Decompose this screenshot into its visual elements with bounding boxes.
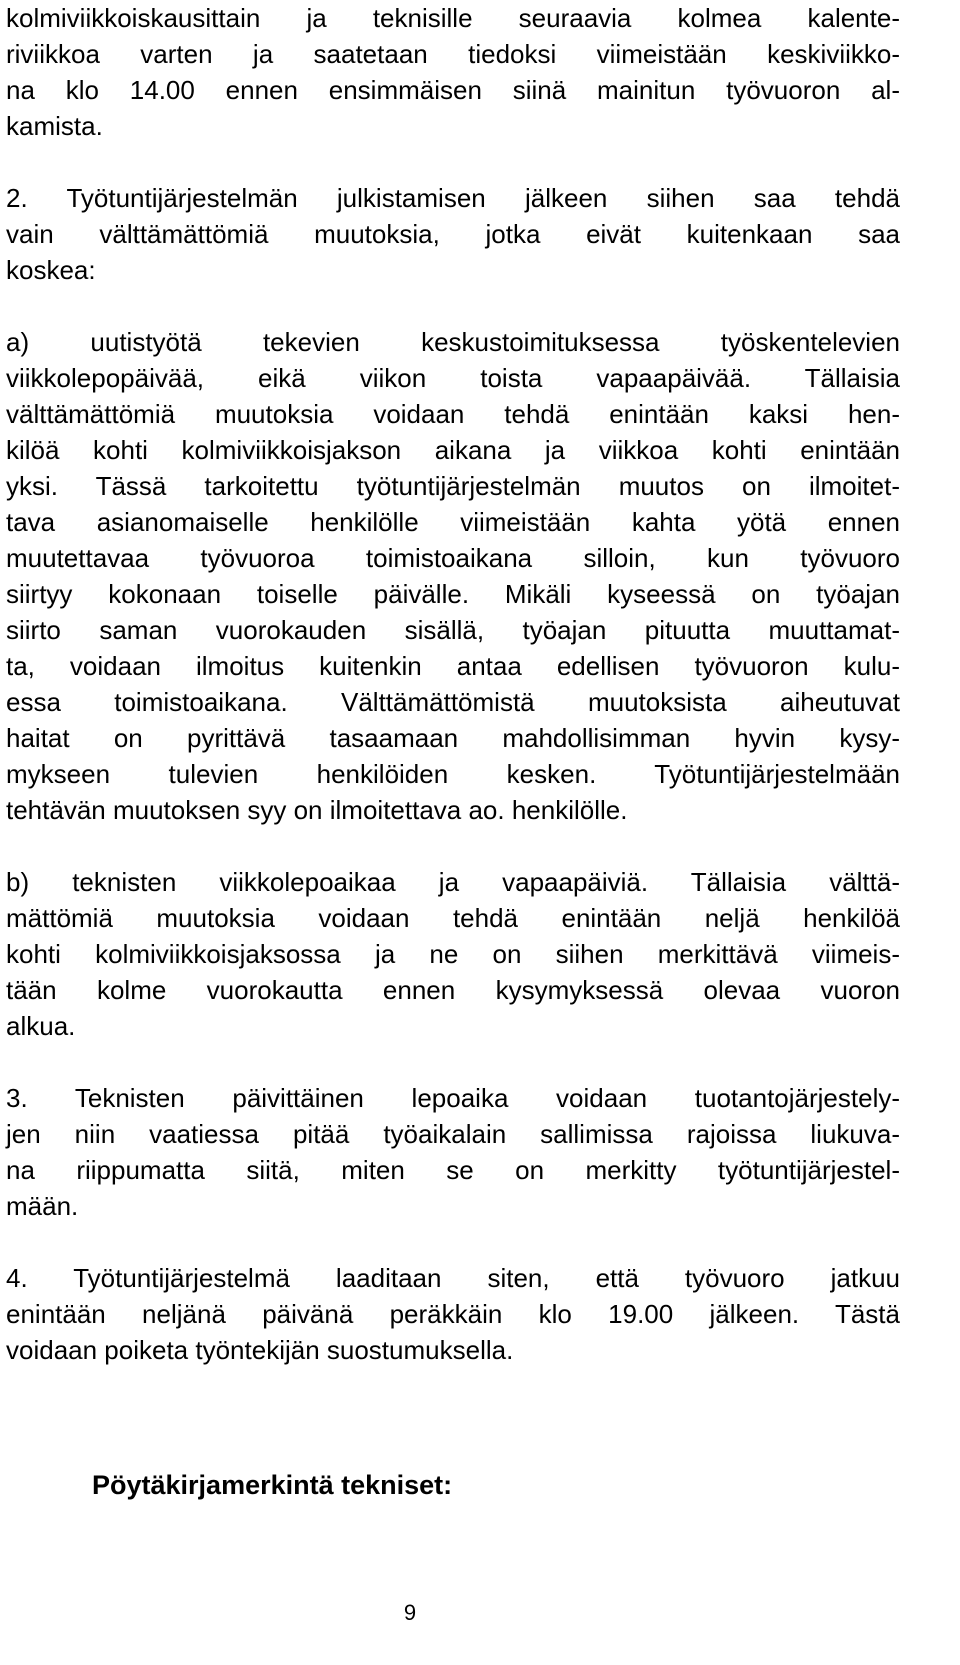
text-line: kolmiviikkoiskausittain ja teknisille seuraavia kolmea kalente- [6,3,900,33]
text-line: mättömiä muutoksia voidaan tehdä enintään neljä henkilöä [6,903,900,933]
text-line: viikkolepopäivää, eikä viikon toista vapaapäivää. Tällaisia [6,363,900,393]
text-line: välttämättömiä muutoksia voidaan tehdä enintään kaksi hen- [6,399,900,429]
text-line: tava asianomaiselle henkilölle viimeistään kahta yötä ennen [6,507,900,537]
text-line: muutettavaa työvuoroa toimistoaikana silloin, kun työvuoro [6,543,900,573]
text-line: b) teknisten viikkolepoaikaa ja vapaapäiviä. Tällaisia välttä- [6,867,900,897]
text-line: 4. Työtuntijärjestelmä laaditaan siten, että työvuoro jatkuu [6,1263,900,1293]
text-line: tään kolme vuorokautta ennen kysymyksessä olevaa vuoron [6,975,900,1005]
text-line: a) uutistyötä tekevien keskustoimituksessa työskentelevien [6,327,900,357]
text-line: 3. Teknisten päivittäinen lepoaika voidaan tuotantojärjestely- [6,1083,900,1113]
text-line: ta, voidaan ilmoitus kuitenkin antaa edellisen työvuoron kulu- [6,651,900,681]
text-line: haitat on pyrittävä tasaamaan mahdollisimman hyvin kysy- [6,723,900,753]
text-line: tehtävän muutoksen syy on ilmoitettava ao. henkilölle. [6,795,628,825]
section-heading: Pöytäkirjamerkintä tekniset: [92,1470,453,1500]
text-line: yksi. Tässä tarkoitettu työtuntijärjestelmän muutos on ilmoitet- [6,471,900,501]
text-line: koskea: [6,255,96,285]
text-line: kamista. [6,111,103,141]
text-line: jen niin vaatiessa pitää työaikalain sallimissa rajoissa liukuva- [6,1119,900,1149]
text-line: voidaan poiketa työntekijän suostumuksella. [6,1335,514,1365]
text-line: na riippumatta siitä, miten se on merkitty työtuntijärjestel- [6,1155,900,1185]
text-line: alkua. [6,1011,76,1041]
text-line: mään. [6,1191,79,1221]
text-line: essa toimistoaikana. Välttämättömistä muutoksista aiheutuvat [6,687,900,717]
text-line: 2. Työtuntijärjestelmän julkistamisen jälkeen siihen saa tehdä [6,183,900,213]
text-line: riviikkoa varten ja saatetaan tiedoksi viimeistään keskiviikko- [6,39,900,69]
text-line: na klo 14.00 ennen ensimmäisen siinä mainitun työvuoron al- [6,75,900,105]
page-number: 9 [403,1600,417,1625]
text-line: vain välttämättömiä muutoksia, jotka eivät kuitenkaan saa [6,219,900,249]
text-line: mykseen tulevien henkilöiden kesken. Työtuntijärjestelmään [6,759,900,789]
text-line: siirto saman vuorokauden sisällä, työajan pituutta muuttamat- [6,615,900,645]
text-line: kilöä kohti kolmiviikkoisjakson aikana ja viikkoa kohti enintään [6,435,900,465]
text-line: kohti kolmiviikkoisjaksossa ja ne on siihen merkittävä viimeis- [6,939,900,969]
text-line: siirtyy kokonaan toiselle päivälle. Mikäli kyseessä on työajan [6,579,900,609]
text-line: enintään neljänä päivänä peräkkäin klo 19.00 jälkeen. Tästä [6,1299,900,1329]
